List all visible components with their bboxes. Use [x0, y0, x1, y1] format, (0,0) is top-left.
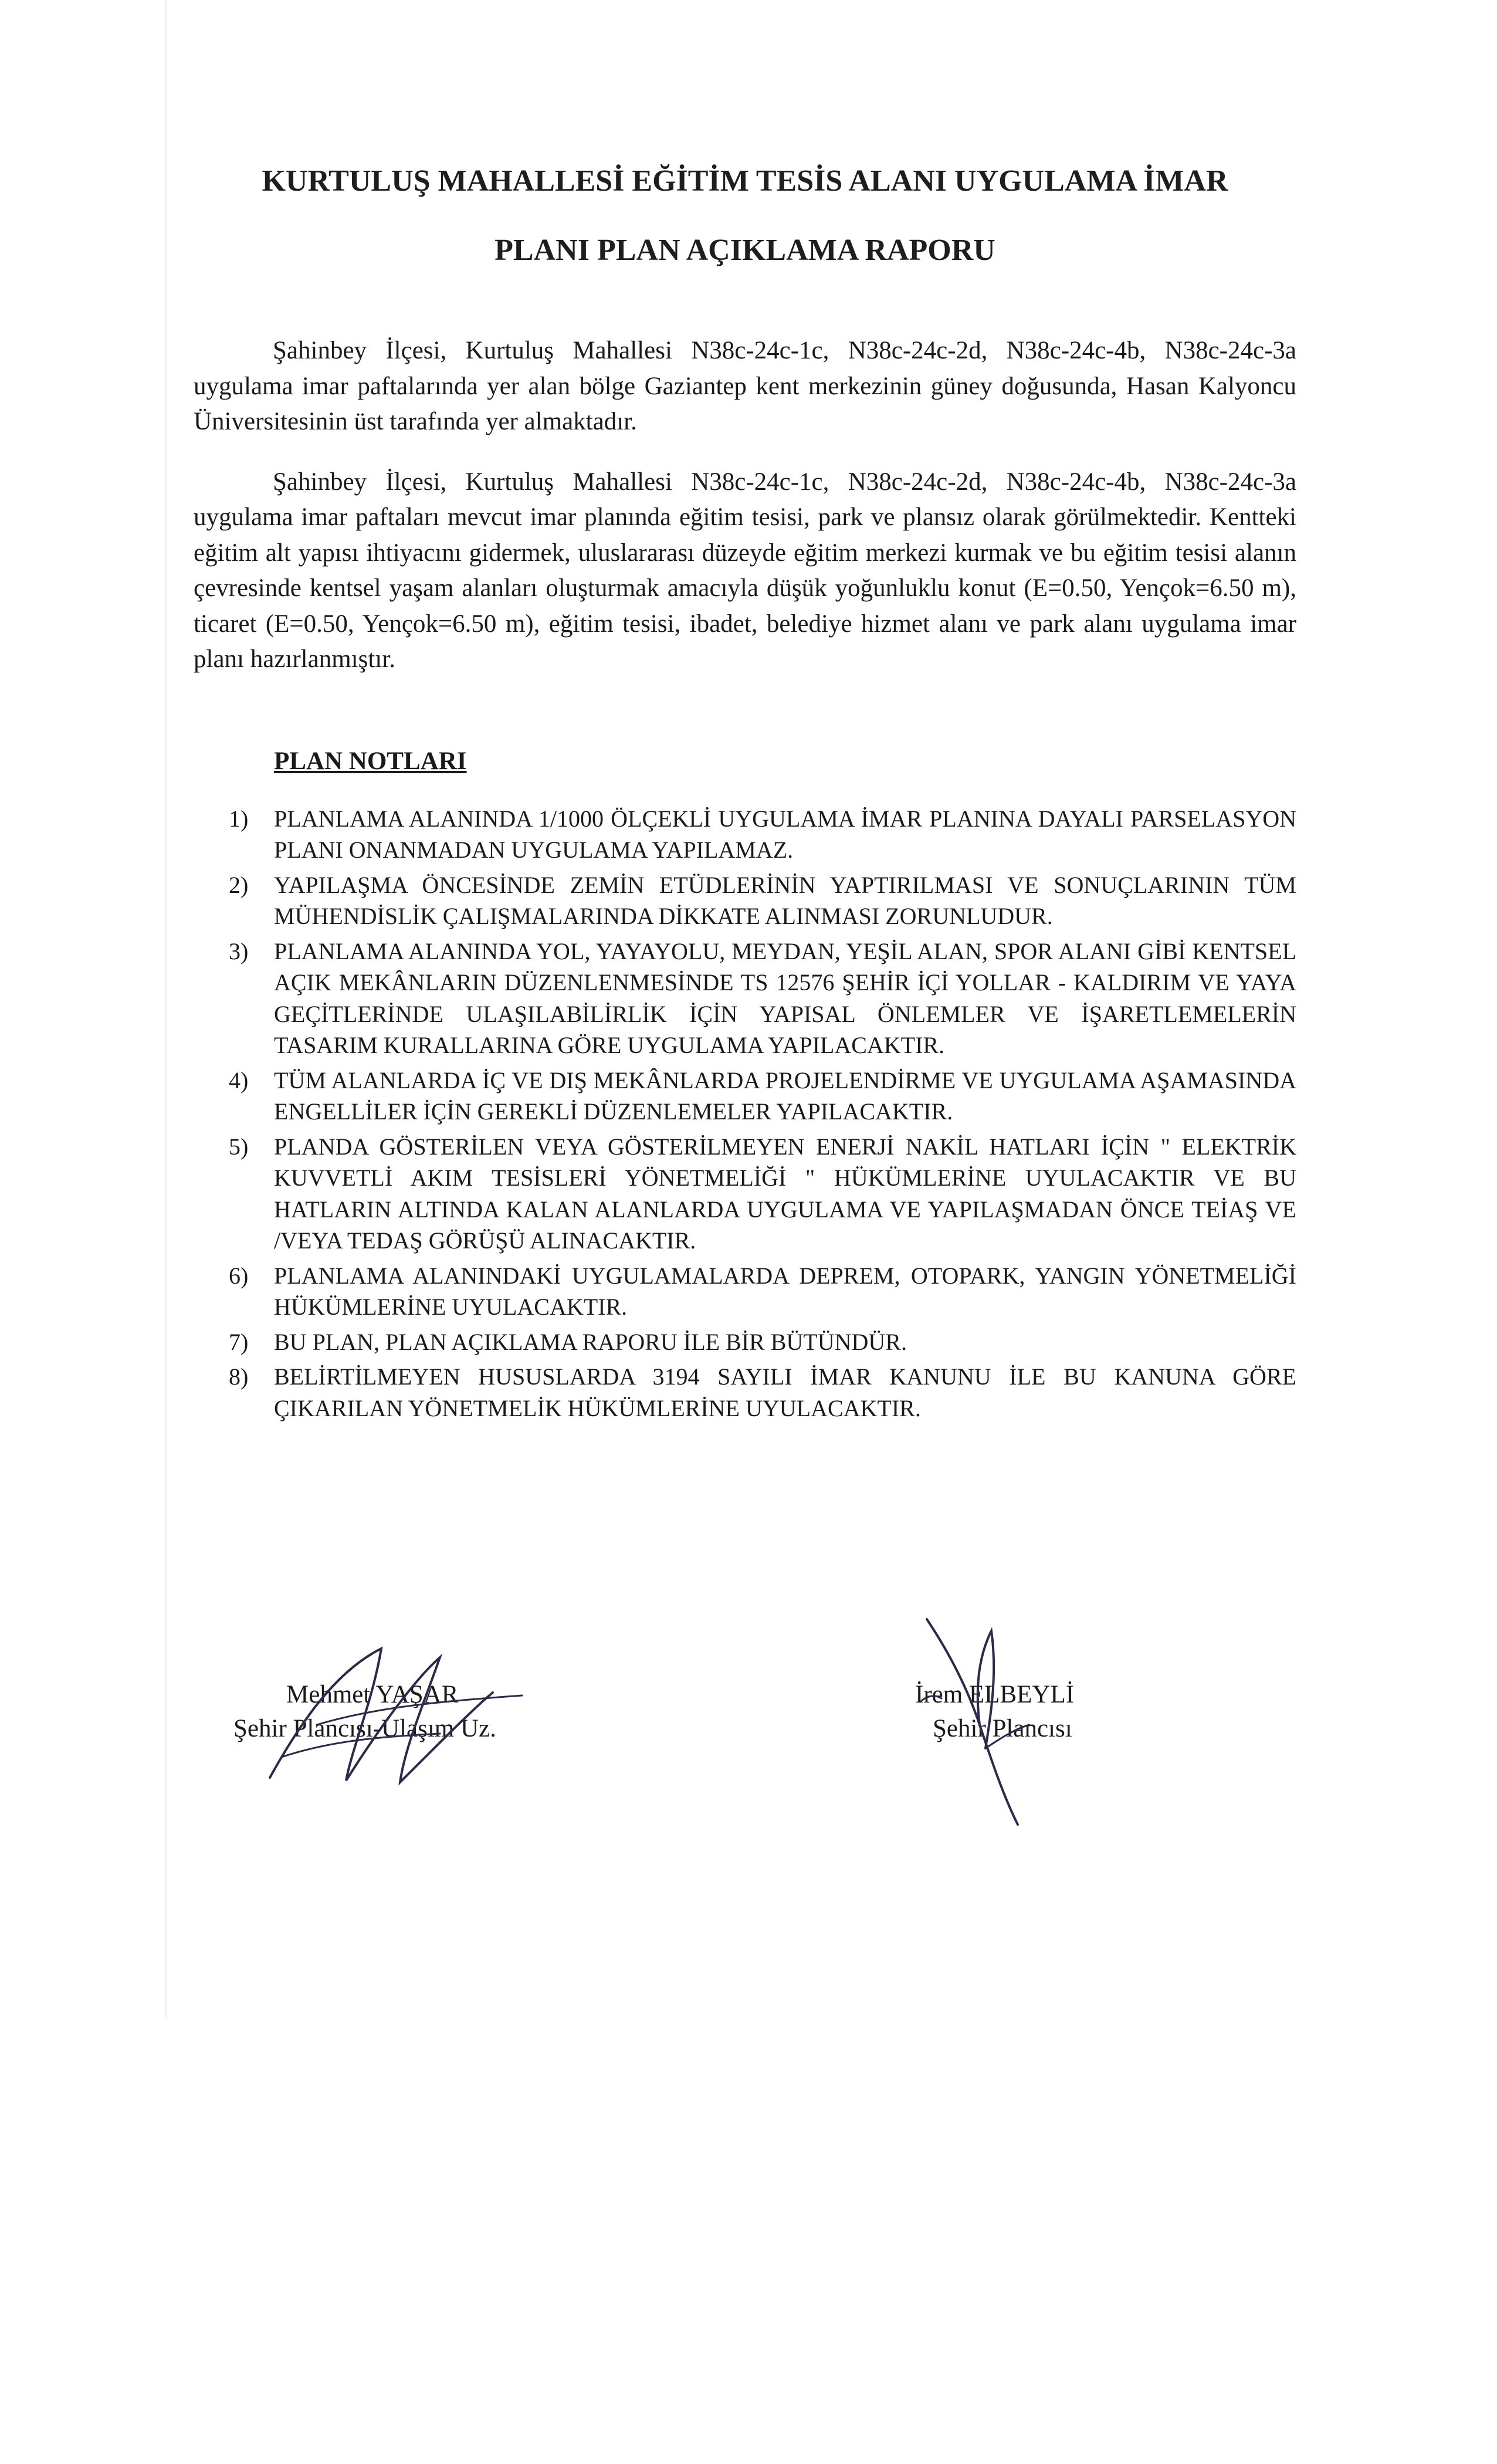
note-number: 1) — [229, 805, 249, 832]
note-text: TÜM ALANLARDA İÇ VE DIŞ MEKÂNLARDA PROJELENDİRME VE UYGULAMA AŞAMASINDA ENGELLİLER İÇİN GEREKLİ DÜZENLEMELER YAPILACAKTIR. — [274, 1067, 1296, 1125]
scan-edge-line — [165, 0, 167, 2018]
signatory-name-left: Mehmet YAŞAR — [286, 1681, 459, 1708]
plan-note — [194, 1361, 1296, 1424]
note-text: PLANLAMA ALANINDAKİ UYGULAMALARDA DEPREM, OTOPARK, YANGIN YÖNETMELİĞİ HÜKÜMLERİNE UYULACAKTIR. — [274, 1262, 1296, 1320]
handwritten-signature-right — [903, 1607, 1079, 1830]
note-text: BELİRTİLMEYEN HUSUSLARDA 3194 SAYILI İMAR KANUNU İLE BU KANUNA GÖRE ÇIKARILAN YÖNETMELİK HÜKÜMLERİNE UYULACAKTIR. — [274, 1363, 1296, 1421]
signatory-title-right: Şehir Plancısı — [933, 1715, 1072, 1742]
note-text: PLANDA GÖSTERİLEN VEYA GÖSTERİLMEYEN ENERJİ NAKİL HATLARI İÇİN " ELEKTRİK KUVVETLİ AKIM TESİSLERİ YÖNETMELİĞİ " HÜKÜMLERİNE UYULACAKTIR VE BU HATLARIN ALTINDA KALAN ALANLARDA UYGULAMA VE YAPILAŞMADAN ÖNCE TEİAŞ VE /VEYA TEDAŞ GÖRÜŞÜ ALINACAKTIR. — [274, 1133, 1296, 1254]
document-page — [194, 147, 1296, 1427]
paragraph-location: Şahinbey İlçesi, Kurtuluş Mahallesi N38c-24c-1c, N38c-24c-2d, N38c-24c-4b, N38c-24c-3a uygulama imar paftalarında yer alan bölge Gaziantep kent merkezinin güney doğusunda, Hasan Kalyoncu Üniversitesinin üst tarafında yer almaktadır. — [194, 337, 1296, 435]
plan-note — [194, 803, 1296, 866]
plan-note — [194, 1131, 1296, 1257]
note-text: BU PLAN, PLAN AÇIKLAMA RAPORU İLE BİR BÜTÜNDÜR. — [274, 1328, 907, 1355]
note-number: 4) — [229, 1067, 249, 1094]
plan-note — [194, 1260, 1296, 1323]
note-number: 5) — [229, 1133, 249, 1160]
note-text: PLANLAMA ALANINDA 1/1000 ÖLÇEKLİ UYGULAMA İMAR PLANINA DAYALI PARSELASYON PLANI ONANMADAN UYGULAMA YAPILAMAZ. — [274, 805, 1296, 863]
plan-note — [194, 1065, 1296, 1128]
note-number: 7) — [229, 1328, 249, 1355]
document-title — [194, 147, 1296, 285]
note-number: 8) — [229, 1363, 249, 1390]
note-number: 6) — [229, 1262, 249, 1289]
handwritten-signature-left — [246, 1637, 551, 1789]
plan-notes-list — [194, 803, 1296, 1424]
title-line-1: KURTULUŞ MAHALLESİ EĞİTİM TESİS ALANI UYGULAMA İMAR — [262, 164, 1228, 198]
note-text: YAPILAŞMA ÖNCESİNDE ZEMİN ETÜDLERİNİN YAPTIRILMASI VE SONUÇLARININ TÜM MÜHENDİSLİK ÇALIŞMALARINDA DİKKATE ALINMASI ZORUNLUDUR. — [274, 871, 1296, 929]
plan-note — [194, 1326, 1296, 1358]
plan-note — [194, 869, 1296, 932]
plan-notes-heading: PLAN NOTLARI — [274, 747, 467, 775]
signatory-title-left: Şehir Plancısı-Ulaşım Uz. — [233, 1715, 496, 1742]
paragraph-purpose: Şahinbey İlçesi, Kurtuluş Mahallesi N38c-24c-1c, N38c-24c-2d, N38c-24c-4b, N38c-24c-3a uygulama imar paftaları mevcut imar planında eğitim tesisi, park ve plansız olarak görülmektedir. Kentteki eğitim alt yapısı ihtiyacını gidermek, uluslararası düzeyde eğitim merkezi kurmak ve bu eğitim tesisi alanın çevresinde kentsel yaşam alanları oluşturmak amacıyla düşük yoğunluklu konut (E=0.50, Yençok=6.50 m), ticaret (E=0.50, Yençok=6.50 m), eğitim tesisi, ibadet, belediye hizmet alanı ve park alanı uygulama imar planı hazırlanmıştır. — [194, 468, 1296, 673]
note-text: PLANLAMA ALANINDA YOL, YAYAYOLU, MEYDAN, YEŞİL ALAN, SPOR ALANI GİBİ KENTSEL AÇIK MEKÂNLARIN DÜZENLENMESİNDE TS 12576 ŞEHİR İÇİ YOLLAR - KALDIRIM VE YAYA GEÇİTLERİNDE ULAŞILABİLİRLİK İÇİN YAPISAL ÖNLEMLER VE İŞARETLEMELERİN TASARIM KURALLARINA GÖRE UYGULAMA YAPILACAKTIR. — [274, 937, 1296, 1058]
note-number: 2) — [229, 871, 249, 898]
title-line-2: PLANI PLAN AÇIKLAMA RAPORU — [495, 233, 995, 267]
plan-note — [194, 936, 1296, 1061]
note-number: 3) — [229, 937, 249, 964]
signatory-name-right: İrem ELBEYLİ — [915, 1681, 1075, 1708]
